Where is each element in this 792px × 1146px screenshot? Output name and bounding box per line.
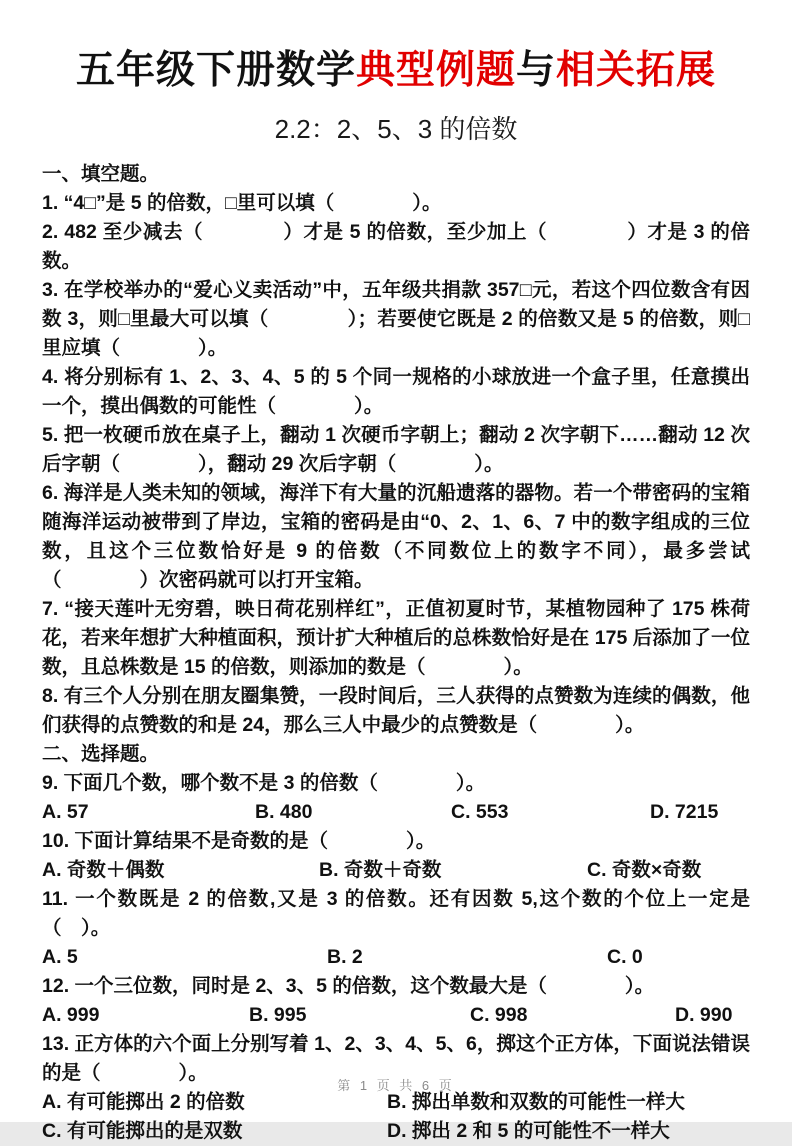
question-10-options: [42, 856, 750, 885]
option-10-b: B. 奇数＋奇数: [319, 858, 442, 881]
section-heading-choice: 二、选择题。: [42, 742, 160, 765]
option-11-c: C. 0: [607, 945, 643, 968]
question-11: 11. 一个数既是 2 的倍数,又是 3 的倍数。还有因数 5,这个数的个位上一定是（ ）。: [42, 887, 750, 939]
option-12-a: A. 999: [42, 1003, 100, 1026]
question-12-options: [42, 1001, 750, 1030]
question-3: 3. 在学校举办的“爱心义卖活动”中，五年级共捐款 357□元，若这个四位数含有因数 3，则□里最大可以填（ ）；若要使它既是 2 的倍数又是 5 的倍数，则□里应填（ ）。: [42, 278, 750, 359]
question-9-options: [42, 798, 750, 827]
question-8: 8. 有三个人分别在朋友圈集赞，一段时间后，三人获得的点赞数为连续的偶数，他们获得的点赞数的和是 24，那么三人中最少的点赞数是（ ）。: [42, 684, 750, 736]
title-segment-black-1: 五年级下册数学: [75, 49, 356, 92]
question-4: 4. 将分别标有 1、2、3、4、5 的 5 个同一规格的小球放进一个盒子里，任意摸出一个，摸出偶数的可能性（ ）。: [42, 365, 750, 417]
title-segment-black-2: 与: [516, 49, 557, 92]
section-heading-fill-in: 一、填空题。: [42, 162, 160, 185]
page-number-footer: 第 1 页 共 6 页: [337, 1078, 455, 1093]
question-9: 9. 下面几个数，哪个数不是 3 的倍数（ ）。: [42, 771, 486, 794]
title-segment-red-2: 相关拓展: [556, 49, 717, 92]
option-9-a: A. 57: [42, 800, 89, 823]
option-10-c: C. 奇数×奇数: [587, 858, 702, 881]
option-9-d: D. 7215: [650, 800, 719, 823]
option-11-a: A. 5: [42, 945, 78, 968]
question-1: 1. “4□”是 5 的倍数，□里可以填（ ）。: [42, 191, 442, 214]
option-12-c: C. 998: [470, 1003, 528, 1026]
question-13: 13. 正方体的六个面上分别写着 1、2、3、4、5、6，掷这个正方体，下面说法错误的是（ ）。: [42, 1032, 750, 1084]
question-10: 10. 下面计算结果不是奇数的是（ ）。: [42, 829, 436, 852]
question-11-options: [42, 943, 750, 972]
question-5: 5. 把一枚硬币放在桌子上，翻动 1 次硬币字朝上；翻动 2 次字朝下……翻动 12 次后字朝（ ），翻动 29 次后字朝（ ）。: [42, 423, 750, 475]
question-12: 12. 一个三位数，同时是 2、3、5 的倍数，这个数最大是（ ）。: [42, 974, 655, 997]
lesson-subtitle: 2.2：2、5、3 的倍数: [274, 113, 518, 144]
option-13-b: B. 掷出单数和双数的可能性一样大: [387, 1090, 685, 1113]
option-12-d: D. 990: [675, 1003, 733, 1026]
option-13-c: C. 有可能掷出的是双数: [42, 1119, 243, 1142]
option-9-b: B. 480: [255, 800, 313, 823]
option-13-d: D. 掷出 2 和 5 的可能性不一样大: [387, 1119, 670, 1142]
option-12-b: B. 995: [249, 1003, 307, 1026]
worksheet-body: [0, 160, 792, 1146]
option-9-c: C. 553: [451, 800, 509, 823]
option-13-a: A. 有可能掷出 2 的倍数: [42, 1090, 245, 1113]
option-10-a: A. 奇数＋偶数: [42, 858, 165, 881]
option-11-b: B. 2: [327, 945, 363, 968]
page-title: [0, 0, 792, 93]
question-7: 7. “接天莲叶无穷碧，映日荷花别样红”，正值初夏时节，某植物园种了 175 株荷花，若来年想扩大种植面积，预计扩大种植后的总株数恰好是在 175 后添加了一位数，且总株数是 15 的倍数，则添加的数是（ ）。: [42, 597, 750, 678]
title-segment-red-1: 典型例题: [355, 49, 516, 92]
question-13-options-row-2: [42, 1117, 750, 1146]
question-6: 6. 海洋是人类未知的领域，海洋下有大量的沉船遗落的器物。若一个带密码的宝箱随海洋运动被带到了岸边，宝箱的密码是由“0、2、1、6、7 中的数字组成的三位数，且这个三位数恰好是 9 的倍数（不同数位上的数字不同），最多尝试（ ）次密码就可以打开宝箱。: [42, 481, 750, 591]
question-2: 2. 482 至少减去（ ）才是 5 的倍数，至少加上（ ）才是 3 的倍数。: [42, 220, 750, 272]
